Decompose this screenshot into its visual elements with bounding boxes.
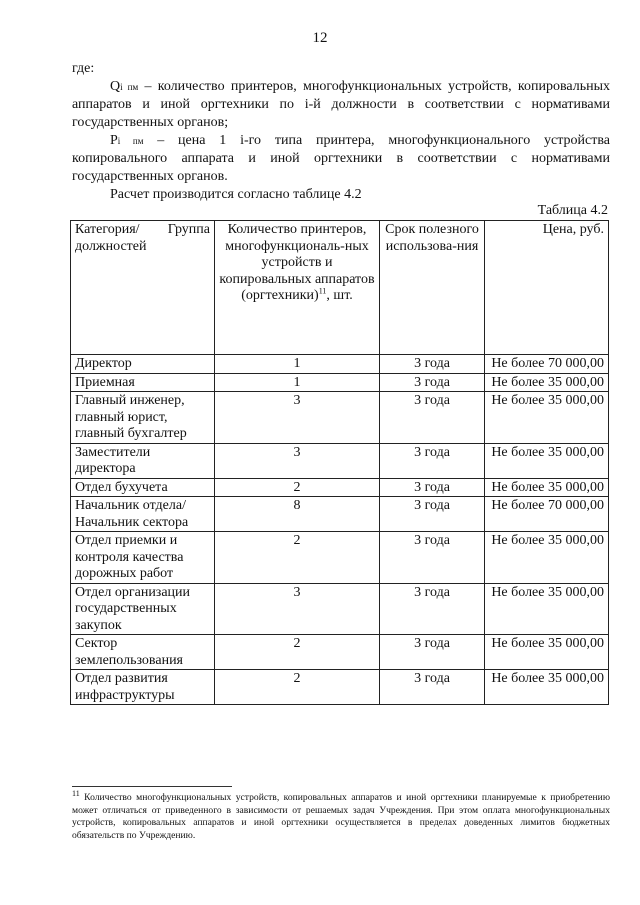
footnote (72, 788, 610, 842)
cell-category: Приемная (71, 373, 215, 392)
cell-quantity: 2 (215, 670, 380, 705)
header-category-rest: должностей (75, 238, 147, 254)
p-symbol: P (110, 133, 118, 148)
header-term: Срок полезного использова-ния (380, 221, 485, 355)
footnote-divider (72, 786, 232, 787)
cell-price: Не более 35 000,00 (485, 532, 609, 584)
cell-term: 3 года (380, 583, 485, 635)
table-row (71, 532, 609, 584)
cell-quantity: 1 (215, 355, 380, 374)
q-symbol: Q (110, 79, 121, 94)
cell-category: Отдел приемки и контроля качества дорожных работ (71, 532, 215, 584)
header-category-right: Группа (167, 222, 210, 237)
cell-quantity: 3 (215, 443, 380, 478)
cell-term: 3 года (380, 478, 485, 497)
cell-price: Не более 35 000,00 (485, 670, 609, 705)
cell-quantity: 1 (215, 373, 380, 392)
cell-quantity: 3 (215, 392, 380, 444)
header-quantity-text: Количество принтеров, многофункциональ-ных устройств и копировальных аппаратов (оргтехники) (219, 222, 375, 303)
table-row (71, 443, 609, 478)
cell-price: Не более 35 000,00 (485, 583, 609, 635)
footnote-ref: 11 (318, 286, 327, 296)
cell-term: 3 года (380, 392, 485, 444)
cell-category: Отдел бухучета (71, 478, 215, 497)
cell-term: 3 года (380, 670, 485, 705)
cell-price: Не более 35 000,00 (485, 478, 609, 497)
page-number: 12 (312, 30, 328, 46)
footnote-text: Количество многофункциональных устройств, копировальных аппаратов и иной оргтехники планируемые к приобретению может отличаться от приведенного в зависимости от решаемых задач Учреждения. При этом оплата многофункциональных устройств, копировальных аппаратов и иной оргтехники осуществляется в пределах доведенных лимитов бюджетных обязательств по Учреждению. (72, 792, 610, 841)
cell-price: Не более 70 000,00 (485, 497, 609, 532)
header-category (71, 221, 215, 355)
table-row (71, 497, 609, 532)
header-quantity (215, 221, 380, 355)
table-row (71, 478, 609, 497)
cell-category: Заместители директора (71, 443, 215, 478)
cell-quantity: 2 (215, 478, 380, 497)
q-subscript: i пм (120, 82, 139, 92)
cell-term: 3 года (380, 497, 485, 532)
cell-term: 3 года (380, 635, 485, 670)
header-price: Цена, руб. (485, 221, 609, 355)
p-text: – цена 1 i-го типа принтера, многофункционального устройства копировального аппарата и иной оргтехники в соответствии с нормативами государственных органов. (72, 133, 610, 184)
cell-quantity: 8 (215, 497, 380, 532)
office-equipment-table (70, 220, 609, 705)
calc-reference: Расчет производится согласно таблице 4.2 (110, 187, 362, 202)
cell-category: Директор (71, 355, 215, 374)
table-row (71, 392, 609, 444)
cell-category: Главный инженер, главный юрист, главный бухгалтер (71, 392, 215, 444)
table-header-row (71, 221, 609, 355)
cell-quantity: 3 (215, 583, 380, 635)
cell-term: 3 года (380, 443, 485, 478)
table-caption: Таблица 4.2 (537, 203, 608, 218)
intro-text (72, 60, 610, 204)
cell-price: Не более 70 000,00 (485, 355, 609, 374)
q-definition (72, 78, 610, 132)
footnote-mark: 11 (72, 788, 80, 798)
p-definition (72, 132, 610, 186)
cell-price: Не более 35 000,00 (485, 635, 609, 670)
cell-term: 3 года (380, 373, 485, 392)
cell-category: Отдел организации государственных закупок (71, 583, 215, 635)
cell-term: 3 года (380, 355, 485, 374)
cell-price: Не более 35 000,00 (485, 373, 609, 392)
cell-quantity: 2 (215, 532, 380, 584)
cell-quantity: 2 (215, 635, 380, 670)
header-category-left: Категория/ (75, 222, 140, 237)
table-row (71, 355, 609, 374)
table-row (71, 373, 609, 392)
cell-price: Не более 35 000,00 (485, 443, 609, 478)
table-row (71, 670, 609, 705)
cell-term: 3 года (380, 532, 485, 584)
q-text: – количество принтеров, многофункциональных устройств, копировальных аппаратов и иной оргтехники по i-й должности в соответствии с нормативами государственных органов; (72, 79, 610, 130)
table-row (71, 583, 609, 635)
cell-category: Отдел развития инфраструктуры (71, 670, 215, 705)
cell-category: Сектор землепользования (71, 635, 215, 670)
table-row (71, 635, 609, 670)
cell-price: Не более 35 000,00 (485, 392, 609, 444)
p-subscript: i пм (117, 136, 144, 146)
cell-category: Начальник отдела/ Начальник сектора (71, 497, 215, 532)
where-label: где: (72, 61, 95, 76)
header-quantity-unit: , шт. (326, 288, 353, 303)
